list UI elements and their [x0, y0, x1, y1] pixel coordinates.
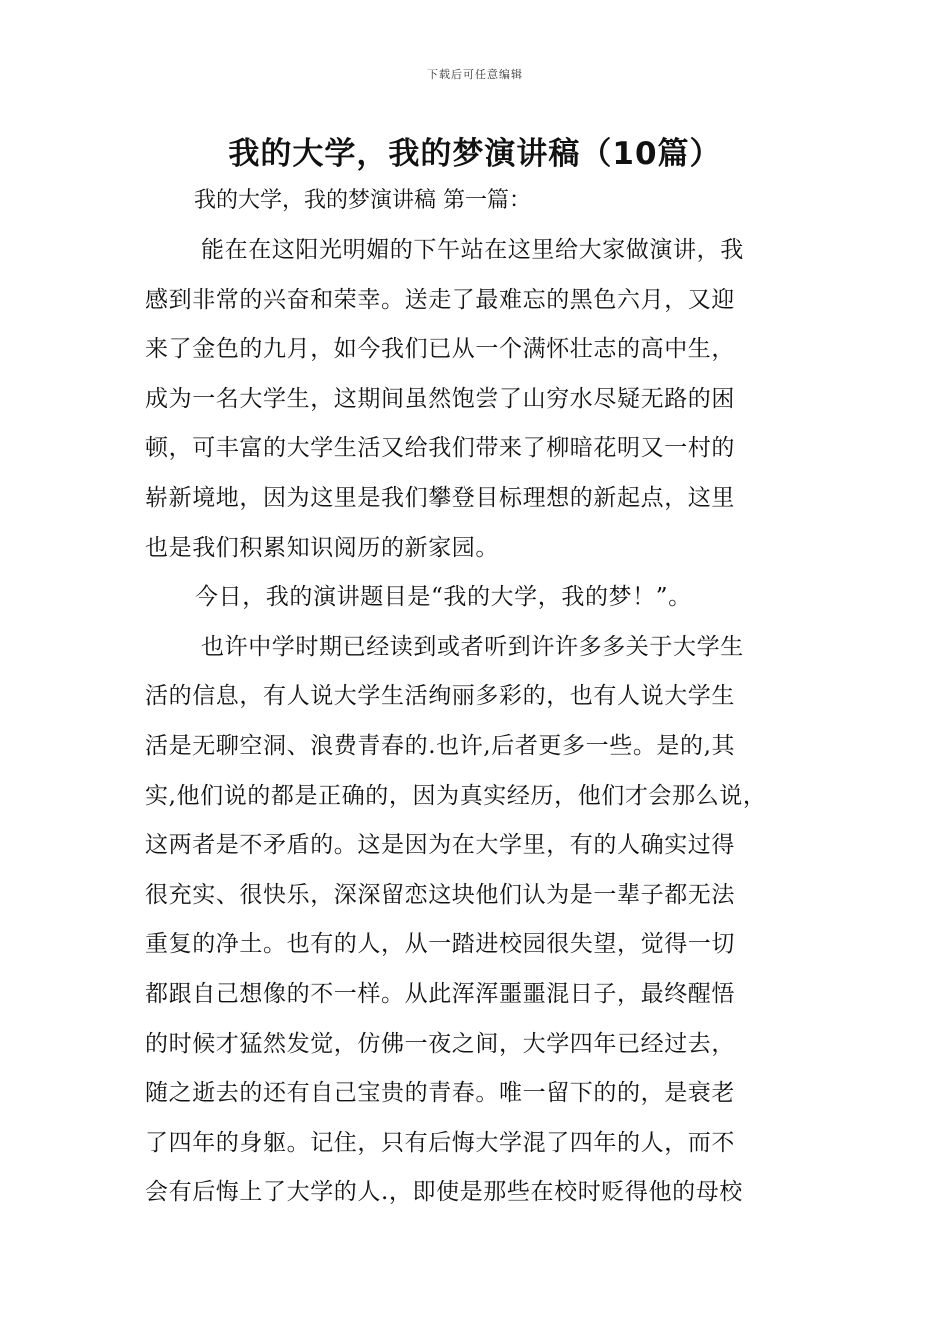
paragraph-line: 重复的净土。也有的人，从一踏进校园很失望，觉得一切 — [145, 931, 735, 958]
paragraph-line: 崭新境地，因为这里是我们攀登目标理想的新起点，这里 — [145, 484, 735, 511]
paragraph-line: 了四年的身躯。记住，只有后悔大学混了四年的人，而不 — [145, 1129, 735, 1156]
paragraph-line: 活的信息，有人说大学生活绚丽多彩的，也有人说大学生 — [145, 683, 735, 710]
document-title: 我的大学，我的梦演讲稿（10篇） — [228, 136, 722, 172]
paragraph-line: 顿，可丰富的大学生活又给我们带来了柳暗花明又一村的 — [145, 435, 735, 462]
paragraph-line: 的时候才猛然发觉，仿佛一夜之间，大学四年已经过去， — [145, 1030, 735, 1057]
paragraph-line: 也是我们积累知识阅历的新家园。 — [145, 534, 499, 561]
paragraph-line: 随之逝去的还有自己宝贵的青春。唯一留下的的，是衰老 — [145, 1080, 735, 1107]
paragraph-line: 很充实、很快乐，深深留恋这块他们认为是一辈子都无法 — [145, 881, 735, 908]
paragraph-line: 实,他们说的都是正确的，因为真实经历，他们才会那么说， — [145, 782, 767, 809]
body-text — [145, 232, 825, 1224]
paragraph-line: 成为一名大学生，这期间虽然饱尝了山穷水尽疑无路的困 — [145, 385, 735, 412]
paragraph-line: 会有后悔上了大学的人.，即使是那些在校时贬得他的母校 — [145, 1179, 743, 1206]
paragraph-line: 感到非常的兴奋和荣幸。送走了最难忘的黑色六月，又迎 — [145, 286, 735, 313]
paragraph-line: 来了金色的九月，如今我们已从一个满怀壮志的高中生， — [145, 336, 735, 363]
section-subtitle: 我的大学，我的梦演讲稿 第一篇： — [194, 188, 531, 213]
paragraph-line: 能在在这阳光明媚的下午站在这里给大家做演讲，我 — [201, 237, 744, 263]
paragraph-line: 这两者是不矛盾的。这是因为在大学里，有的人确实过得 — [145, 832, 735, 859]
paragraph-line: 都跟自己想像的不一样。从此浑浑噩噩混日子，最终醒悟 — [145, 980, 735, 1007]
header-note: 下载后可任意编辑 — [427, 68, 523, 81]
paragraph-line: 活是无聊空洞、浪费青春的.也许,后者更多一些。是的,其 — [145, 732, 736, 759]
paragraph-line: 今日，我的演讲题目是“我的大学，我的梦！”。 — [195, 584, 692, 611]
paragraph-line: 也许中学时期已经读到或者听到许许多多关于大学生 — [201, 633, 744, 660]
